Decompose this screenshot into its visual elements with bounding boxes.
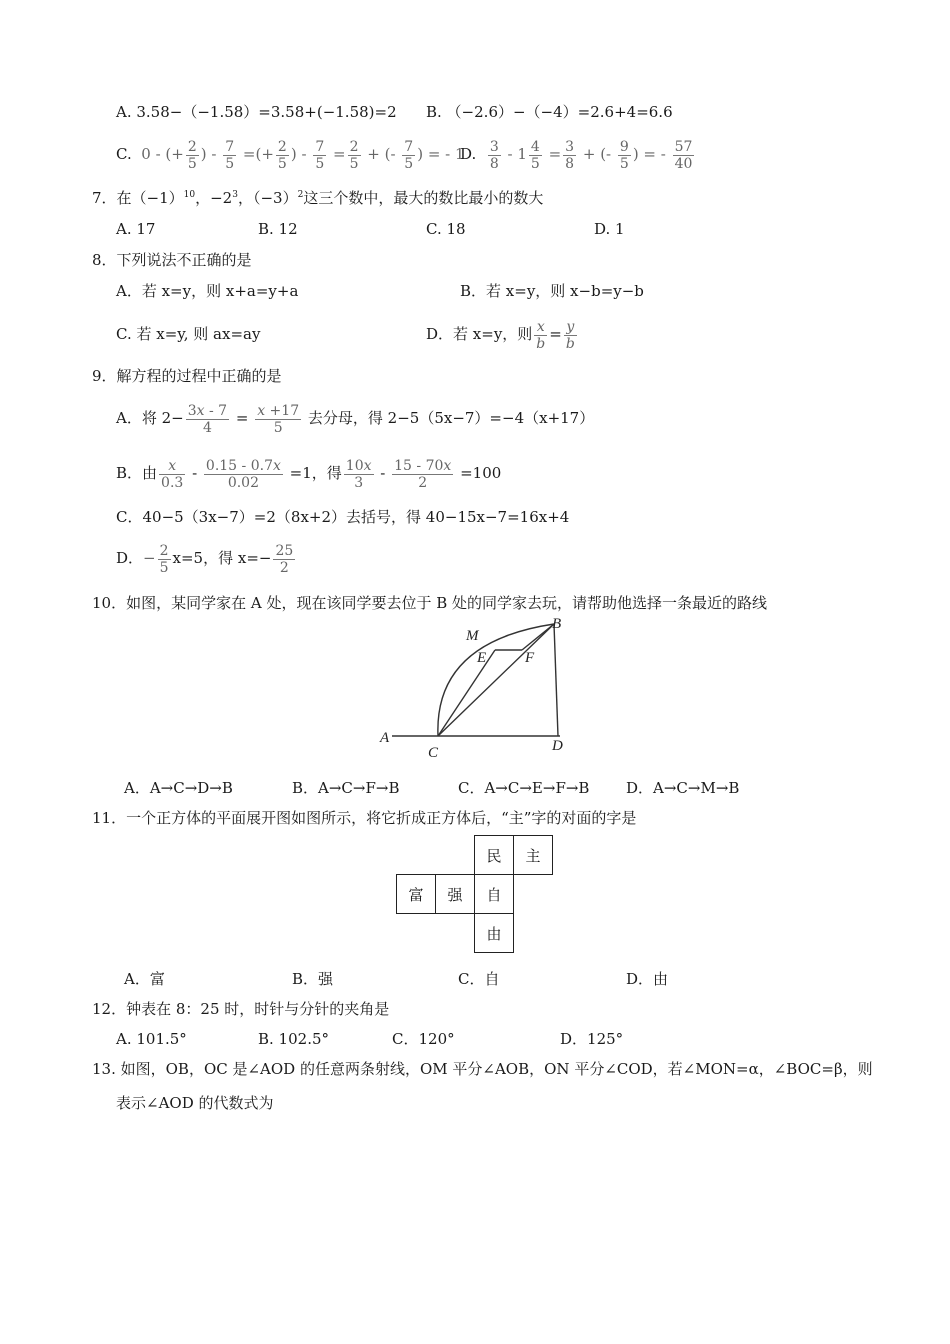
line-fb bbox=[522, 624, 554, 650]
q8-option-d: D．若 x=y，则 $\frac{x}{b}$ = $\frac{y}{b}$ bbox=[426, 318, 575, 352]
q9-option-d: D．− $\frac{2}{5}$ x=5，得 x=− $\frac{25}{2}$ bbox=[116, 542, 294, 576]
q11-option-a: A．富 bbox=[124, 970, 165, 988]
q6-option-d: D. $\frac{3}{8}$ - 1 $\frac{4}{5}$ = $\frac{3}{8}$ + (- $\frac{9}{5}$ ) = - $\frac{57}{40}$ bbox=[460, 138, 693, 172]
q12-option-b: B. 102.5° bbox=[258, 1030, 330, 1048]
q9-stem: 9．解方程的过程中正确的是 bbox=[92, 367, 282, 385]
q10-stem: 10．如图，某同学家在 A 处，现在该同学要去位于 B 处的同学家去玩，请帮助他选择一条最近的路线 bbox=[92, 594, 768, 612]
q12-option-d: D．125° bbox=[560, 1030, 624, 1048]
q7-option-d: D. 1 bbox=[594, 220, 625, 238]
q12-option-a: A. 101.5° bbox=[116, 1030, 187, 1048]
q11-stem: 11．一个正方体的平面展开图如图所示，将它折成正方体后，“主”字的对面的字是 bbox=[92, 809, 637, 827]
q10-option-b: B．A→C→F→B bbox=[292, 779, 400, 797]
line-ce bbox=[438, 650, 495, 736]
cube-cell-min: 民 bbox=[474, 835, 514, 875]
label-b: B bbox=[552, 616, 562, 632]
q7-option-a: A. 17 bbox=[116, 220, 156, 238]
label-m: M bbox=[466, 628, 479, 644]
q8-option-a: A．若 x=y，则 x+a=y+a bbox=[116, 282, 299, 300]
q7-stem: 7．在$(-1)^{10}$，$-2^3$，$(-3)^2$这三个数中，最大的数比最小的数大 bbox=[92, 189, 544, 207]
q10-option-a: A．A→C→D→B bbox=[124, 779, 233, 797]
cube-cell-you: 由 bbox=[474, 913, 514, 953]
label-d: D bbox=[552, 738, 563, 754]
cube-cell-zi: 自 bbox=[474, 874, 514, 914]
cube-cell-fu: 富 bbox=[396, 874, 436, 914]
q8-option-b: B．若 x=y，则 x−b=y−b bbox=[460, 282, 644, 300]
label-a: A bbox=[380, 730, 390, 746]
q9-option-c: C．40−5（3x−7）=2（8x+2）去括号，得 40−15x−7=16x+4 bbox=[116, 508, 570, 526]
q6-option-c: C. 0 - (+ $\frac{2}{5}$ ) - $\frac{7}{5}$ =(+ $\frac{2}{5}$ ) - $\frac{7}{5}$ = $\frac{2}{5}$ + (- $\frac{7}{5}$ ) = - 1 bbox=[116, 138, 465, 172]
label-c: C bbox=[428, 745, 439, 761]
q13-line1: 13. 如图，OB，OC 是∠AOD 的任意两条射线，OM 平分∠AOB，ON 平分∠COD，若∠MON=α，∠BOC=β，则 bbox=[92, 1060, 873, 1078]
label-e: E bbox=[477, 650, 487, 666]
q9-option-a: A．将 2− $\frac{3x - 7}{4}$ = $\frac{x +17}{5}$ 去分母，得 2−5（5x−7）=−4（x+17） bbox=[116, 402, 595, 436]
q6-option-a: A. 3.58−（−1.58）=3.58+(−1.58)=2 bbox=[116, 103, 397, 121]
line-bd bbox=[554, 624, 558, 736]
q10-option-c: C．A→C→E→F→B bbox=[458, 779, 590, 797]
q11-option-b: B．强 bbox=[292, 970, 334, 988]
q10-option-d: D．A→C→M→B bbox=[626, 779, 740, 797]
q11-option-c: C．自 bbox=[458, 970, 500, 988]
q9-option-b: B．由 $\frac{x}{0.3}$ - $\frac{0.15 - 0.7x}{0.02}$ =1，得 $\frac{10x}{3}$ - $\frac{15 - 70x}{2}$ =100 bbox=[116, 457, 502, 491]
q11-option-d: D．由 bbox=[626, 970, 669, 988]
q6-option-b: B. （−2.6）−（−4）=2.6+4=6.6 bbox=[426, 103, 673, 121]
q10-route-figure bbox=[370, 612, 580, 762]
q11-cube-net bbox=[396, 835, 556, 957]
q12-stem: 12．钟表在 8：25 时，时针与分针的夹角是 bbox=[92, 1000, 390, 1018]
cube-cell-qiang: 强 bbox=[435, 874, 475, 914]
q13-line2: 表示∠AOD 的代数式为 bbox=[116, 1094, 274, 1112]
q8-stem: 8．下列说法不正确的是 bbox=[92, 251, 252, 269]
q8-option-c: C. 若 x=y, 则 ax=ay bbox=[116, 325, 261, 343]
q7-option-b: B. 12 bbox=[258, 220, 298, 238]
q7-option-c: C. 18 bbox=[426, 220, 466, 238]
q12-option-c: C．120° bbox=[392, 1030, 455, 1048]
label-f: F bbox=[525, 650, 535, 666]
cube-cell-zhu: 主 bbox=[513, 835, 553, 875]
